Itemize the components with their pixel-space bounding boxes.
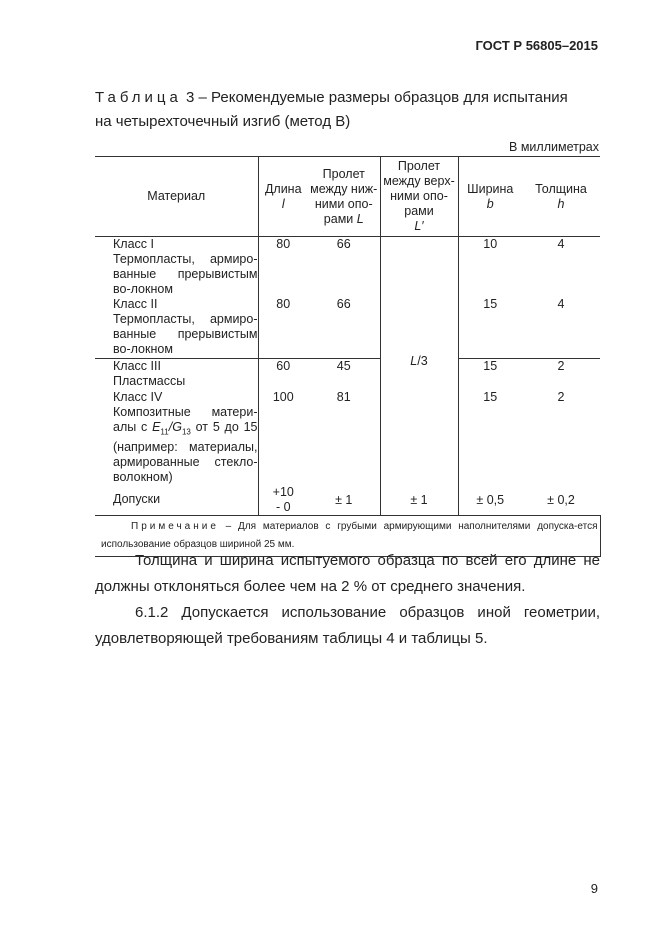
header-upper-span: Пролет между верх- ними опо- рами L′ [380, 157, 458, 237]
table-row [95, 237, 600, 298]
table-caption [95, 86, 600, 134]
header-lower-span: Пролет между ниж- ними опо- рами L [308, 157, 380, 237]
row-length: 80 [258, 237, 308, 298]
tolerance-upper-span: ± 1 [380, 485, 458, 516]
caption-label: Таблица [95, 89, 182, 106]
row-thickness: 4 [557, 237, 565, 251]
row-length: 100 [258, 390, 308, 485]
table-row [95, 358, 600, 390]
tolerance-row [95, 485, 600, 516]
tolerance-length: +10 - 0 [258, 485, 308, 516]
thickness-symbol: h [557, 196, 565, 211]
row-thickness: 4 [522, 297, 600, 358]
row-material: Класс IV Композитные матери-алы с $E_{11}/G_{13}$ от 5 до 15 (например: материалы, армированные стекло-волокном) [113, 390, 258, 484]
header-thickness: Толщина h [522, 157, 600, 237]
caption-title-line2: на четырехточечный изгиб (метод В) [95, 113, 351, 130]
tolerance-thickness: ± 0,2 [522, 485, 600, 516]
row-span: 81 [336, 390, 351, 404]
row-width: 15 [458, 358, 522, 390]
specimen-size-table [95, 156, 601, 557]
header-length: Длина l [258, 157, 308, 237]
caption-title-line1: – Рекомендуемые размеры образцов для испытания [194, 89, 568, 106]
row-material: Класс I Термопласты, армиро-ванные прерывистым во-локном [113, 237, 258, 296]
tolerance-width: ± 0,5 [458, 485, 522, 516]
row-width: 10 [458, 237, 522, 298]
row-span: 66 [308, 297, 380, 358]
tolerance-span: ± 1 [308, 485, 380, 516]
row-span: 45 [336, 358, 351, 373]
row-width: 15 [458, 390, 522, 485]
length-symbol: l [281, 196, 285, 211]
table-row [95, 390, 600, 485]
tolerance-label: Допуски [95, 485, 258, 516]
table-header-row [95, 157, 600, 237]
row-thickness: 2 [557, 358, 565, 373]
upper-span-symbol: L′ [414, 219, 424, 233]
lower-span-symbol: L [356, 211, 364, 226]
page-number: 9 [590, 881, 598, 896]
paragraph-6-1-2: 6.1.2 Допускается использование образцов иной геометрии, удовлетворяющей требованиям таблицы 4 и таблицы 5. [95, 604, 600, 647]
caption-number: 3 [186, 89, 195, 106]
header-width: Ширина b [458, 157, 522, 237]
paragraph-tolerance: Толщина и ширина испытуемого образца по всей его длине не должны отклоняться более чем на 2 % от среднего значения. [95, 552, 600, 595]
row-length: 60 [258, 358, 308, 390]
upper-span-value: L/3 [380, 237, 458, 485]
row-span: 66 [336, 237, 351, 251]
row-material: Класс II Термопласты, армиро-ванные прерывистым во-локном [95, 297, 258, 358]
note-label: Примечание [131, 520, 219, 532]
row-width: 15 [458, 297, 522, 358]
units-label: В миллиметрах [509, 140, 599, 154]
row-length: 80 [258, 297, 308, 358]
row-thickness: 2 [557, 390, 565, 404]
header-material: Материал [95, 157, 258, 237]
table-row [95, 297, 600, 358]
row-material: Класс III Пластмассы [113, 358, 186, 388]
note-text: – Для материалов с грубыми армирующими наполнителями допуска-ется использование образцов шириной 25 мм. [101, 520, 598, 550]
width-symbol: b [486, 196, 494, 211]
standard-number: ГОСТ Р 56805–2015 [475, 38, 598, 53]
